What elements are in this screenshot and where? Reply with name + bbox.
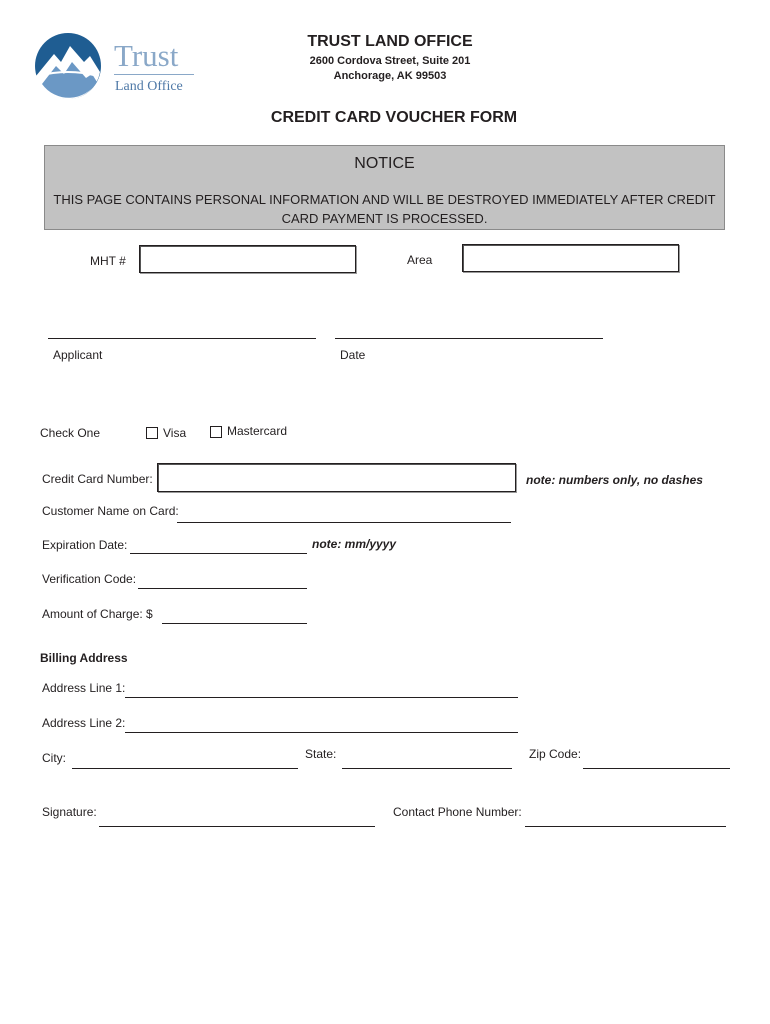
address-line-1-line[interactable] bbox=[125, 697, 518, 698]
city-line[interactable] bbox=[72, 768, 298, 769]
applicant-line[interactable] bbox=[48, 338, 316, 339]
org-name: TRUST LAND OFFICE bbox=[307, 33, 473, 50]
expiration-note: note: mm/yyyy bbox=[312, 537, 397, 551]
address-line-1-label: Address Line 1: bbox=[42, 681, 126, 695]
mastercard-checkbox[interactable] bbox=[210, 426, 222, 438]
zip-label: Zip Code: bbox=[529, 747, 582, 761]
mountain-logo-icon bbox=[34, 32, 102, 100]
visa-checkbox[interactable] bbox=[146, 427, 158, 439]
phone-line[interactable] bbox=[525, 826, 726, 827]
verification-label: Verification Code: bbox=[42, 572, 137, 586]
card-number-label: Credit Card Number: bbox=[42, 472, 153, 486]
check-one-label: Check One bbox=[40, 426, 101, 440]
mastercard-label: Mastercard bbox=[227, 424, 288, 438]
trust-land-office-logo bbox=[34, 32, 199, 102]
visa-label: Visa bbox=[163, 426, 187, 440]
billing-address-heading: Billing Address bbox=[40, 651, 128, 665]
city-label: City: bbox=[42, 751, 66, 765]
card-number-note: note: numbers only, no dashes bbox=[526, 473, 703, 487]
notice-text: THIS PAGE CONTAINS PERSONAL INFORMATION AND WILL BE DESTROYED IMMEDIATELY AFTER CREDIT CARD PAYMENT IS PROCESSED. bbox=[53, 192, 716, 226]
applicant-label: Applicant bbox=[53, 348, 103, 362]
notice-heading: NOTICE bbox=[354, 155, 415, 172]
signature-line[interactable] bbox=[99, 826, 375, 827]
amount-label: Amount of Charge: $ bbox=[42, 607, 153, 621]
address-line-2-label: Address Line 2: bbox=[42, 716, 126, 730]
date-label: Date bbox=[340, 348, 366, 362]
customer-name-label: Customer Name on Card: bbox=[42, 504, 179, 518]
phone-label: Contact Phone Number: bbox=[393, 805, 522, 819]
logo-word-trust: Trust bbox=[114, 38, 179, 73]
amount-line[interactable] bbox=[162, 623, 307, 624]
notice-box bbox=[44, 145, 725, 230]
expiration-label: Expiration Date: bbox=[42, 538, 128, 552]
state-label: State: bbox=[305, 747, 337, 761]
logo-word-land-office: Land Office bbox=[115, 79, 183, 94]
verification-line[interactable] bbox=[138, 588, 307, 589]
customer-name-line[interactable] bbox=[177, 522, 511, 523]
signature-label: Signature: bbox=[42, 805, 97, 819]
area-label: Area bbox=[407, 253, 433, 267]
form-title: CREDIT CARD VOUCHER FORM bbox=[270, 109, 518, 126]
date-line[interactable] bbox=[335, 338, 603, 339]
zip-line[interactable] bbox=[583, 768, 730, 769]
address-line-2-line[interactable] bbox=[125, 732, 518, 733]
state-line[interactable] bbox=[342, 768, 512, 769]
logo-divider bbox=[114, 74, 194, 75]
card-number-field[interactable] bbox=[157, 463, 516, 492]
mht-label: MHT # bbox=[90, 254, 126, 268]
expiration-line[interactable] bbox=[130, 553, 307, 554]
mht-field[interactable] bbox=[139, 245, 356, 273]
address-line-1: 2600 Cordova Street, Suite 201 bbox=[309, 55, 471, 67]
area-field[interactable] bbox=[462, 244, 679, 272]
address-line-2: Anchorage, AK 99503 bbox=[333, 70, 447, 82]
